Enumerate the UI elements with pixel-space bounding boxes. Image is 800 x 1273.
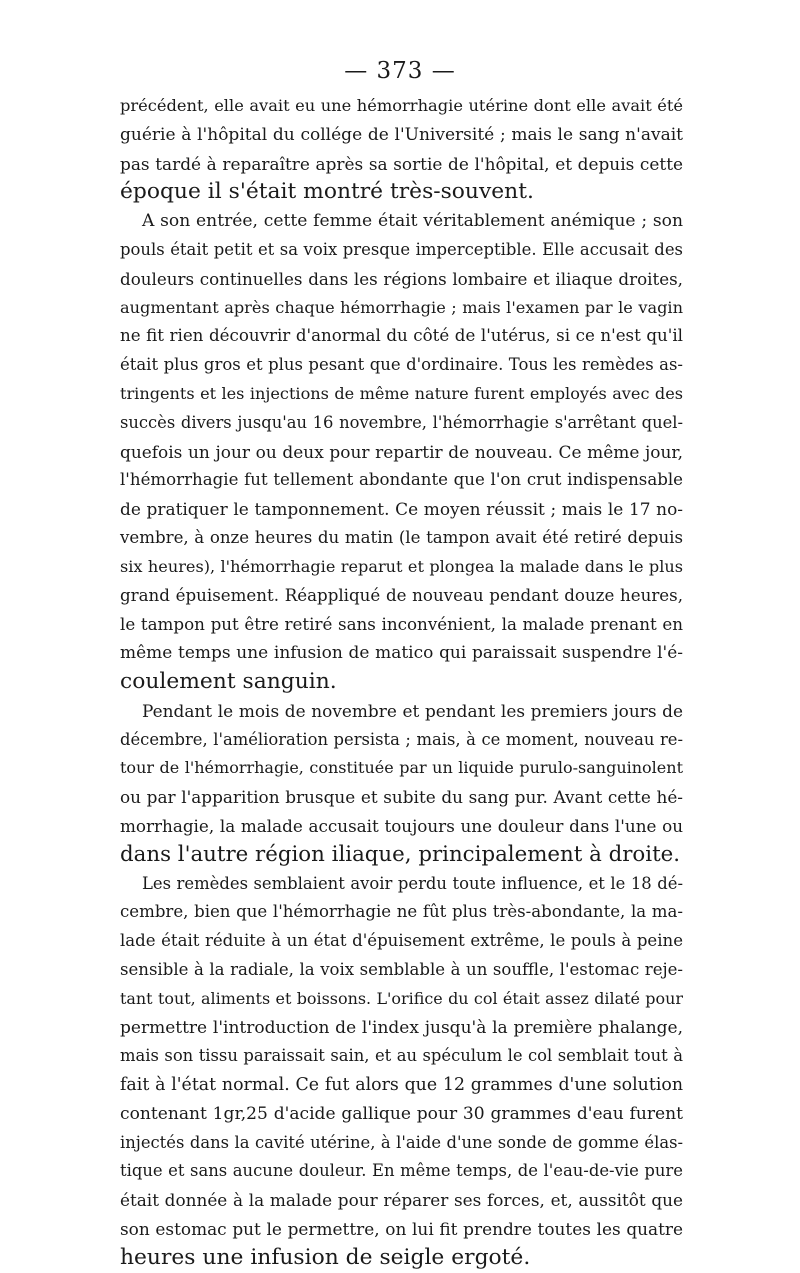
text-line: grand épuisement. Réappliqué de nouveau pendant douze heures, [120, 585, 683, 605]
text-line: était donnée à la malade pour réparer ses forces, et, aussitôt que [120, 1190, 683, 1211]
text-line: même temps une infusion de matico qui paraissait suspendre l'é- [120, 643, 683, 664]
text-line: pas tardé à reparaître après sa sortie de l'hôpital, et depuis cette [120, 153, 683, 174]
text-line: de pratiquer le tamponnement. Ce moyen réussit ; mais le 17 no- [120, 499, 683, 520]
text-line: le tampon put être retiré sans inconvénient, la malade prenant en [120, 614, 683, 635]
text-line: permettre l'introduction de l'index jusqu'à la première phalange, [120, 1017, 683, 1038]
paragraph-4 [120, 870, 683, 1273]
text-line: son estomac put le permettre, on lui fit prendre toutes les quatre [120, 1219, 683, 1240]
text-line: Pendant le mois de novembre et pendant les premiers jours de [142, 700, 683, 721]
text-line: tant tout, aliments et boissons. L'orifice du col était assez dilaté pour [120, 988, 683, 1008]
text-line: heures une infusion de seigle ergoté. [120, 1244, 531, 1270]
text-line: époque il s'était montré très-souvent. [120, 179, 534, 205]
text-line: morrhagie, la malade accusait toujours une douleur dans l'une ou [120, 815, 683, 836]
text-line: précédent, elle avait eu une hémorrhagie utérine dont elle avait été [120, 96, 683, 115]
text-line: décembre, l'amélioration persista ; mais, à ce moment, nouveau re- [120, 729, 683, 749]
text-line: ne fit rien découvrir d'anormal du côté de l'utérus, si ce n'est qu'il [120, 326, 683, 346]
paragraph-1 [120, 92, 683, 207]
text-line: était plus gros et plus pesant que d'ordinaire. Tous les remèdes as- [120, 355, 683, 375]
text-line: A son entrée, cette femme était véritablement anémique ; son [142, 211, 683, 232]
text-line: fait à l'état normal. Ce fut alors que 12 grammes d'une solution [120, 1075, 683, 1096]
paragraph-2 [120, 207, 683, 697]
text-line: tique et sans aucune douleur. En même temps, de l'eau-de-vie pure [120, 1161, 683, 1181]
text-line: douleurs continuelles dans les régions lombaire et iliaque droites, [120, 268, 683, 289]
text-line: pouls était petit et sa voix presque imperceptible. Elle accusait des [120, 239, 683, 259]
text-line: l'hémorrhagie fut tellement abondante que l'on crut indispensable [120, 470, 683, 490]
text-line: dans l'autre région iliaque, principalement à droite. [120, 841, 681, 867]
text-line: succès divers jusqu'au 16 novembre, l'hémorrhagie s'arrêtant quel- [120, 412, 683, 432]
text-line: coulement sanguin. [120, 668, 337, 694]
text-line: quefois un jour ou deux pour repartir de nouveau. Ce même jour, [120, 441, 683, 462]
text-line: six heures), l'hémorrhagie reparut et plongea la malade dans le plus [120, 556, 683, 576]
text-line: injectés dans la cavité utérine, à l'aide d'une sonde de gomme élas- [120, 1132, 683, 1152]
text-line: lade était réduite à un état d'épuisement extrême, le pouls à peine [120, 931, 683, 951]
page-number: — 373 — [344, 58, 456, 84]
text-line: cembre, bien que l'hémorrhagie ne fût plus très-abondante, la ma- [120, 902, 683, 922]
paragraph-3 [120, 697, 683, 870]
text-line: sensible à la radiale, la voix semblable à un souffle, l'estomac reje- [120, 959, 683, 979]
body-text [120, 92, 683, 1273]
text-line: tour de l'hémorrhagie, constituée par un liquide purulo-sanguinolent [120, 758, 683, 778]
text-line: contenant 1gr,25 d'acide gallique pour 30 grammes d'eau furent [120, 1103, 683, 1124]
text-line: Les remèdes semblaient avoir perdu toute influence, et le 18 dé- [142, 873, 683, 893]
text-line: mais son tissu paraissait sain, et au spéculum le col semblait tout à [120, 1046, 683, 1066]
text-line: guérie à l'hôpital du collége de l'Université ; mais le sang n'avait [120, 124, 683, 145]
text-line: tringents et les injections de même nature furent employés avec des [120, 383, 683, 403]
text-line: ou par l'apparition brusque et subite du sang pur. Avant cette hé- [120, 787, 683, 808]
text-line: augmentant après chaque hémorrhagie ; mais l'examen par le vagin [120, 297, 683, 317]
text-line: vembre, à onze heures du matin (le tampon avait été retiré depuis [120, 527, 683, 547]
